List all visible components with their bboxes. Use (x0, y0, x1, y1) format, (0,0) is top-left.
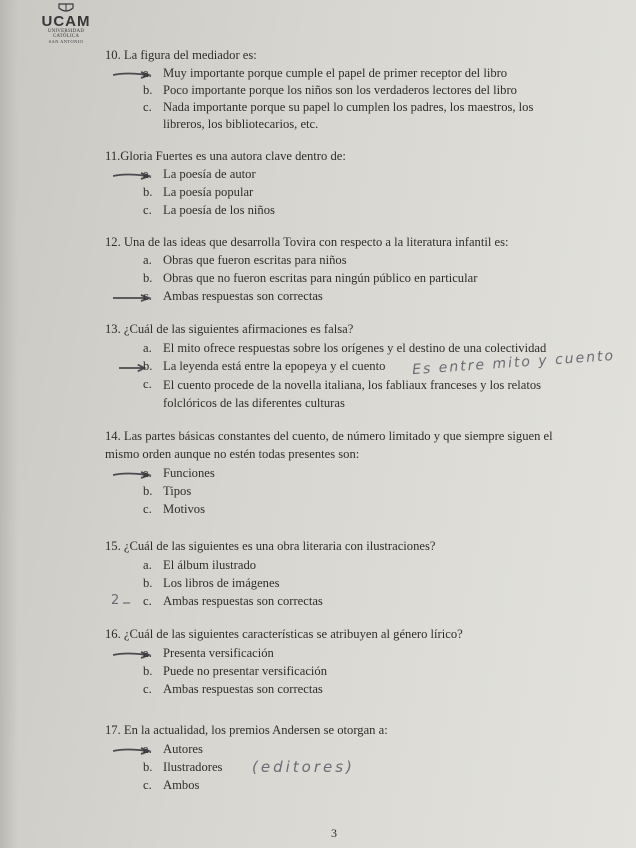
question-10 (105, 47, 548, 133)
option-text: Puede no presentar versificación (163, 664, 328, 678)
option-text: Ambas respuestas son correctas (163, 682, 323, 696)
option-letter: c. (143, 203, 152, 217)
option-c (105, 777, 388, 794)
question-12 (105, 234, 508, 305)
option-letter: c. (143, 778, 152, 792)
option-letter: a. (143, 742, 152, 756)
option-text: El álbum ilustrado (163, 558, 257, 572)
ucam-logo (34, 2, 98, 44)
option-letter: c. (143, 682, 152, 696)
option-b (105, 575, 435, 592)
question-text: 15. ¿Cuál de las siguientes es una obra literaria con ilustraciones? (105, 539, 436, 553)
question-15 (105, 538, 435, 610)
option-text: Ilustradores (163, 760, 223, 774)
question-text: 14. Las partes básicas constantes del cuento, de número limitado y que siempre siguen el mismo orden aunque no estén todas presentes son: (105, 429, 553, 461)
option-text: Tipos (163, 484, 192, 498)
question-text: 16. ¿Cuál de las siguientes características se atribuyen al género lírico? (105, 627, 463, 641)
question-11 (105, 148, 346, 219)
option-a (105, 465, 565, 482)
option-text: La poesía popular (163, 185, 254, 199)
question-text: 12. Una de las ideas que desarrolla Tovira con respecto a la literatura infantil es: (105, 235, 509, 249)
option-letter: a. (143, 558, 152, 572)
option-letter: b. (143, 664, 153, 678)
option-letter: c. (143, 289, 152, 303)
option-letter: b. (143, 359, 153, 373)
option-text: Ambos (163, 778, 200, 792)
option-text: Funciones (163, 466, 215, 480)
option-letter: a. (143, 253, 152, 267)
option-letter: b. (143, 83, 153, 97)
option-text: La leyenda está entre la epopeya y el cuento (163, 359, 386, 373)
option-text: Nada importante porque su papel lo cumplen los padres, los maestros, los libreros, los bibliotecarios, etc. (163, 100, 534, 131)
option-letter: b. (143, 760, 153, 774)
option-b (105, 663, 463, 680)
option-letter: c. (143, 377, 152, 391)
option-c (105, 681, 463, 698)
option-letter: c. (143, 594, 152, 608)
option-c (105, 99, 548, 133)
option-a (105, 557, 435, 574)
option-c (105, 288, 508, 305)
option-text: Motivos (163, 502, 205, 516)
option-text: La poesía de los niños (163, 203, 275, 217)
handwritten-note: (editores) (252, 758, 355, 776)
option-a (105, 65, 548, 82)
option-text: Ambas respuestas son correctas (163, 289, 323, 303)
option-b (105, 184, 346, 201)
option-a (105, 340, 546, 357)
option-letter: a. (143, 167, 152, 181)
option-a (105, 741, 388, 758)
option-c (105, 501, 565, 518)
option-c (105, 376, 546, 412)
question-14 (105, 427, 565, 518)
option-text: Presenta versificación (163, 646, 274, 660)
logo-subtitle: UNIVERSIDAD CATÓLICA (47, 29, 85, 39)
question-text: 17. En la actualidad, los premios Andersen se otorgan a: (105, 723, 388, 737)
logo-subtitle-2: SAN ANTONIO (48, 39, 84, 44)
option-a (105, 645, 463, 662)
option-b (105, 483, 565, 500)
option-letter: b. (143, 271, 153, 285)
option-letter: a. (143, 466, 152, 480)
logo-name: UCAM (41, 13, 91, 30)
question-text: 13. ¿Cuál de las siguientes afirmaciones es falsa? (105, 322, 354, 336)
option-letter: b. (143, 185, 153, 199)
option-c (105, 202, 346, 219)
margin-mark: 2 (111, 593, 122, 608)
handwritten-note: Es entre mito y cuento (411, 347, 616, 379)
option-letter: a. (143, 66, 152, 80)
option-text: Muy importante porque cumple el papel de primer receptor del libro (163, 66, 508, 80)
page-number: 3 (331, 826, 337, 840)
crest-icon (55, 2, 77, 14)
question-text: 11.Gloria Fuertes es una autora clave dentro de: (105, 149, 346, 163)
option-text: Los libros de imágenes (163, 576, 280, 590)
option-text: El cuento procede de la novella italiana, los fabliaux franceses y los relatos folclóricos de las diferentes culturas (163, 378, 542, 410)
option-text: Poco importante porque los niños son los verdaderos lectores del libro (163, 83, 517, 97)
option-text: Obras que fueron escritas para niños (163, 253, 347, 267)
answer-dash-icon (123, 599, 141, 607)
option-c (105, 593, 435, 610)
option-text: Ambas respuestas son correctas (163, 594, 323, 608)
option-a (105, 166, 346, 183)
option-a (105, 252, 508, 269)
option-letter: b. (143, 576, 153, 590)
option-letter: a. (143, 341, 152, 355)
option-letter: c. (143, 100, 152, 114)
option-text: Autores (163, 742, 203, 756)
option-text: Obras que no fueron escritas para ningún público en particular (163, 271, 478, 285)
option-letter: c. (143, 502, 152, 516)
option-letter: b. (143, 484, 153, 498)
option-text: La poesía de autor (163, 167, 256, 181)
question-16 (105, 626, 463, 698)
page-edge-shadow (0, 0, 18, 848)
option-b (105, 270, 508, 287)
option-text: El mito ofrece respuestas sobre los orígenes y el destino de una colectividad (163, 341, 547, 355)
option-b (105, 82, 548, 99)
option-letter: a. (143, 646, 152, 660)
question-text: 10. La figura del mediador es: (105, 48, 257, 62)
